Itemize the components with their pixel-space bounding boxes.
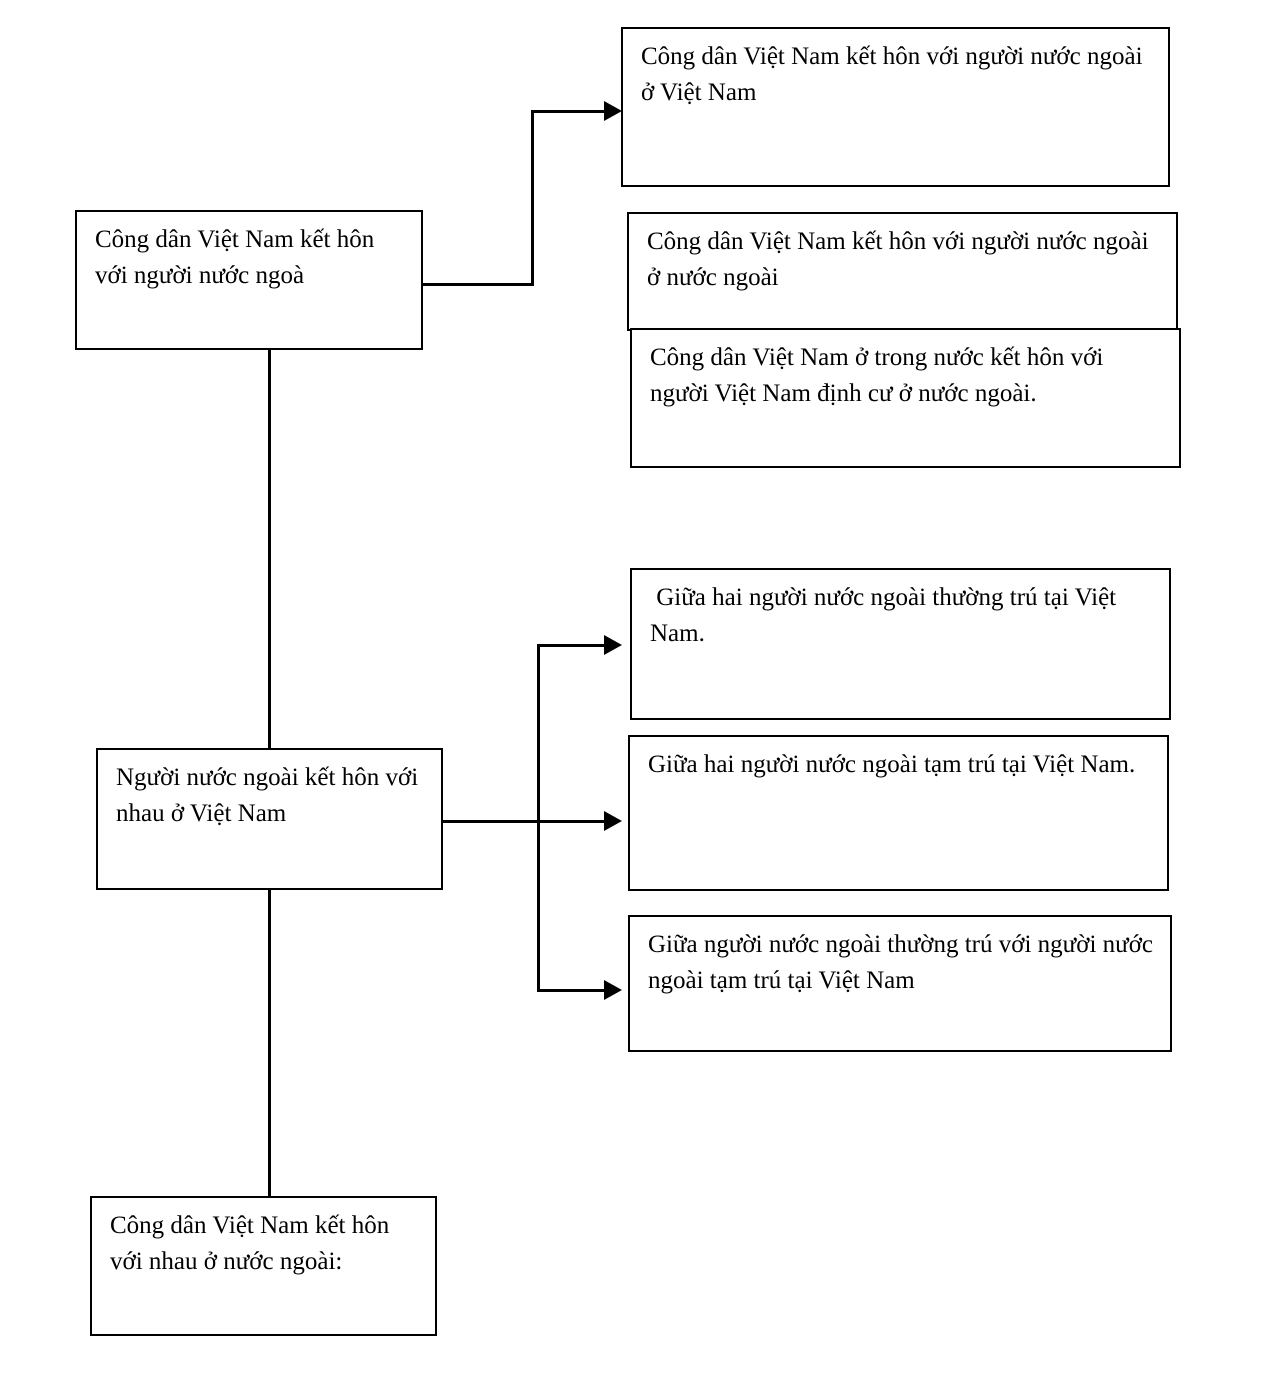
connector-root-b-to-b3 <box>537 989 609 992</box>
node-a1: Công dân Việt Nam kết hôn với người nước ngoài ở Việt Nam <box>621 27 1170 187</box>
connector-root-b-riser-up <box>537 644 540 822</box>
node-root-b: Người nước ngoài kết hôn với nhau ở Việt Nam <box>96 748 443 890</box>
connector-root-a-riser <box>531 110 534 286</box>
arrowhead-b2 <box>604 811 622 831</box>
arrowhead-a1 <box>604 101 622 121</box>
node-b1: Giữa hai người nước ngoài thường trú tại Việt Nam. <box>630 568 1171 720</box>
connector-root-b-riser-down <box>537 820 540 992</box>
node-root-a: Công dân Việt Nam kết hôn với người nước ngoà <box>75 210 423 350</box>
node-b3: Giữa người nước ngoài thường trú với người nước ngoài tạm trú tại Việt Nam <box>628 915 1172 1052</box>
connector-root-a-stub <box>423 283 533 286</box>
node-b2: Giữa hai người nước ngoài tạm trú tại Việt Nam. <box>628 735 1169 891</box>
node-a2: Công dân Việt Nam kết hôn với người nước ngoài ở nước ngoài <box>627 212 1178 331</box>
connector-root-a-to-a1 <box>531 110 609 113</box>
node-root-c: Công dân Việt Nam kết hôn với nhau ở nước ngoài: <box>90 1196 437 1336</box>
connector-root-b-to-b1 <box>537 644 609 647</box>
arrowhead-b3 <box>604 980 622 1000</box>
node-a3: Công dân Việt Nam ở trong nước kết hôn với người Việt Nam định cư ở nước ngoài. <box>630 328 1181 468</box>
connector-spine-a-b <box>268 350 271 750</box>
connector-spine-b-c <box>268 890 271 1198</box>
arrowhead-b1 <box>604 635 622 655</box>
connector-root-b-stub <box>443 820 611 823</box>
